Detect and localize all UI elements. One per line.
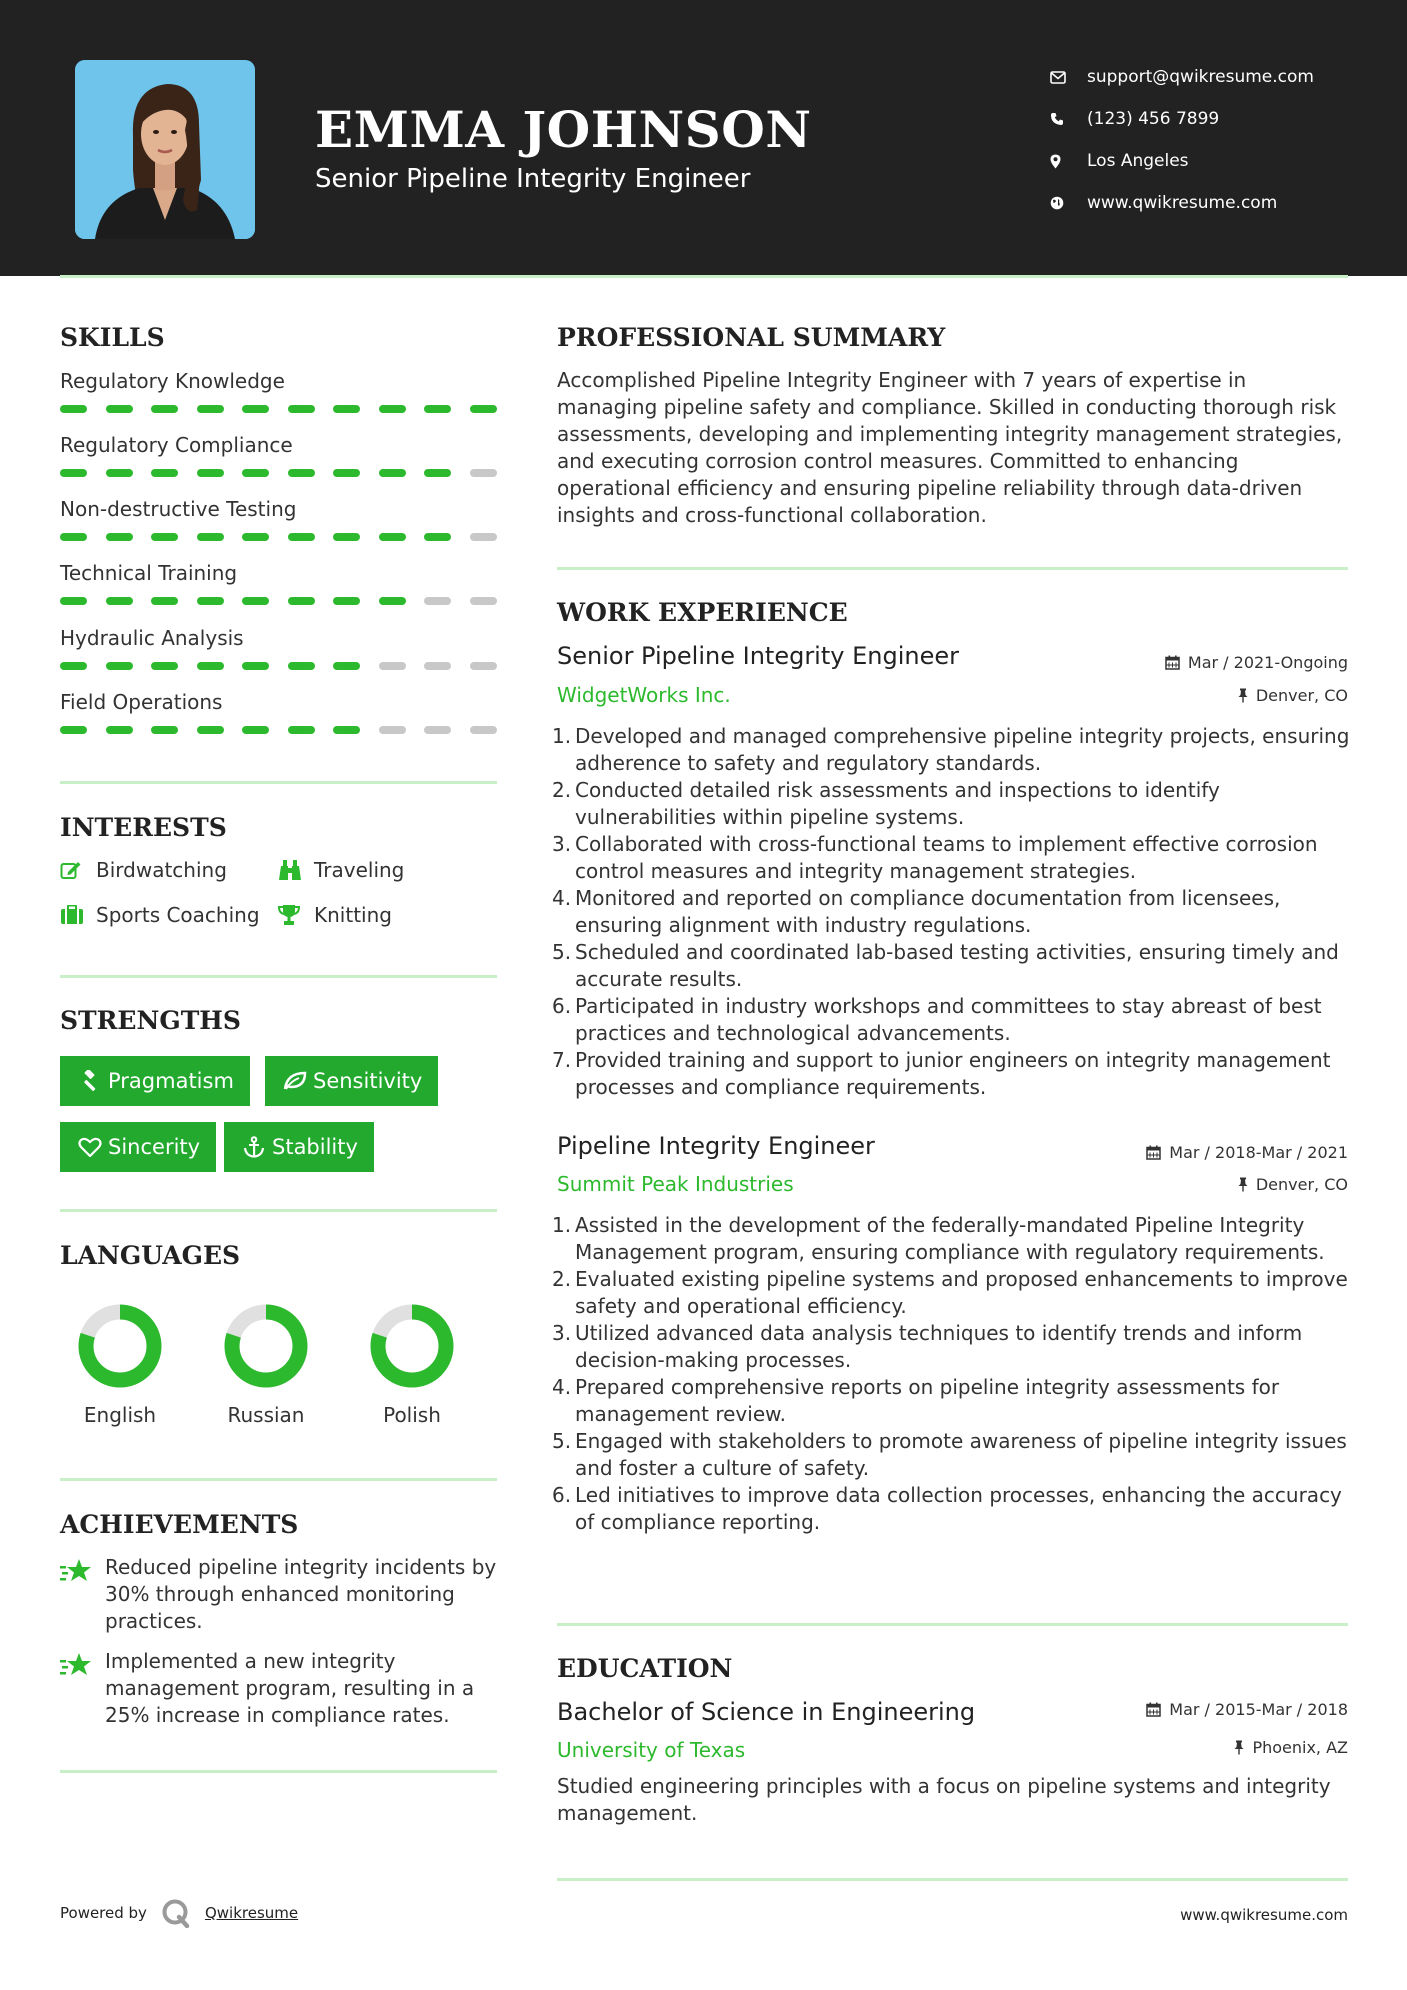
resume-header [0, 0, 1407, 276]
interest-label: Sports Coaching [96, 903, 260, 927]
achievement-text: Reduced pipeline integrity incidents by 30% through enhanced monitoring practices. [105, 1555, 497, 1633]
skill-dash-filled [151, 726, 178, 734]
company-name: Summit Peak Industries [557, 1172, 794, 1196]
job-bullet: 4. Monitored and reported on compliance documentation from licensees, ensuring alignment with industry regulations. [552, 886, 1281, 937]
interest-item [278, 903, 392, 927]
strength-tag [60, 1056, 250, 1106]
skill-dash-filled [333, 726, 360, 734]
skill-dash-filled [151, 662, 178, 670]
skill-item [60, 561, 500, 605]
skill-dash-filled [151, 405, 178, 413]
pushpin-icon [1234, 1740, 1244, 1755]
job-bullet: 5. Scheduled and coordinated lab-based testing activities, ensuring timely and accurate results. [552, 940, 1339, 991]
star-award-icon [60, 1554, 105, 1635]
contact-email-text: support@qwikresume.com [1087, 67, 1314, 87]
skill-dash-filled [242, 405, 269, 413]
map-pin-icon [1050, 154, 1087, 169]
skill-dash-filled [288, 662, 315, 670]
job-bullet: 4. Prepared comprehensive reports on pipeline integrity assessments for management review. [552, 1375, 1280, 1426]
achievement-item [60, 1554, 500, 1635]
section-divider [60, 1209, 497, 1212]
job-date-text: Mar / 2021-Ongoing [1187, 653, 1348, 672]
job-bullet: 7. Provided training and support to junior engineers on integrity management processes and compliance requirements. [552, 1048, 1331, 1099]
job-bullet-list [552, 1212, 1352, 1536]
skill-dash-filled [106, 726, 133, 734]
skill-dash-filled [197, 597, 224, 605]
skill-item [60, 369, 500, 413]
summary-title: PROFESSIONAL SUMMARY [557, 323, 946, 352]
skill-dash-filled [242, 469, 269, 477]
job-location [1238, 686, 1348, 705]
language-item [206, 1303, 326, 1427]
gavel-icon [72, 1070, 108, 1092]
job-bullet: 5. Engaged with stakeholders to promote awareness of pipeline integrity issues and foster a culture of safety. [552, 1429, 1347, 1480]
job-title: Senior Pipeline Integrity Engineer [557, 642, 959, 670]
interest-label: Birdwatching [96, 858, 227, 882]
languages-title: LANGUAGES [60, 1241, 241, 1270]
skill-name: Hydraulic Analysis [60, 626, 244, 650]
skill-dash-filled [151, 597, 178, 605]
skill-dash-empty [470, 597, 497, 605]
job-date [1165, 653, 1348, 672]
skill-dash-empty [379, 662, 406, 670]
star-award-icon [60, 1648, 105, 1729]
interest-item [60, 903, 260, 927]
language-name: English [83, 1403, 157, 1427]
skill-dash-filled [151, 469, 178, 477]
interests-title: INTERESTS [60, 813, 227, 842]
profile-photo-image [75, 60, 255, 239]
skill-dash-filled [197, 405, 224, 413]
skill-dash-filled [106, 597, 133, 605]
pushpin-icon [1238, 688, 1248, 703]
contact-location-text: Los Angeles [1087, 151, 1189, 171]
job-location [1238, 1175, 1348, 1194]
skill-dash-filled [197, 533, 224, 541]
skill-name: Regulatory Knowledge [60, 369, 285, 393]
skill-dash-filled [60, 405, 87, 413]
education-description: Studied engineering principles with a focus on pipeline systems and integrity management. [557, 1774, 1331, 1825]
contact-website-text: www.qwikresume.com [1087, 193, 1278, 213]
candidate-title: Senior Pipeline Integrity Engineer [315, 164, 751, 194]
globe-icon [1050, 196, 1087, 210]
contact-phone-text: (123) 456 7899 [1087, 109, 1220, 129]
skill-dash-filled [242, 662, 269, 670]
skill-dash-filled [379, 533, 406, 541]
job-location-text: Denver, CO [1255, 686, 1348, 705]
skill-dash-filled [288, 726, 315, 734]
skill-dash-empty [470, 533, 497, 541]
education-date [1146, 1700, 1348, 1719]
job-bullet: 6. Participated in industry workshops and committees to stay abreast of best practices and technological advancements. [552, 994, 1322, 1045]
education-location-text: Phoenix, AZ [1252, 1738, 1348, 1757]
pushpin-icon [1238, 1177, 1248, 1192]
brand-link[interactable]: Qwikresume [204, 1904, 299, 1922]
job-bullet: 6. Led initiatives to improve data collection processes, enhancing the accuracy of compliance reporting. [552, 1483, 1342, 1534]
contact-phone[interactable] [1050, 98, 1314, 140]
education-location [1234, 1738, 1348, 1757]
section-divider [60, 1478, 497, 1481]
summary-text: Accomplished Pipeline Integrity Engineer with 7 years of expertise in managing pipeline safety and compliance. Skilled in conducting thorough risk assessments, developing and implementing integrity management strategies, and executing corrosion control measures. Committed to enhancing operational efficiency and ensuring pipeline reliability through data-driven insights and cross-functional collaboration. [557, 368, 1343, 527]
skill-dash-filled [106, 533, 133, 541]
language-item [352, 1303, 472, 1427]
anchor-icon [236, 1136, 272, 1158]
experience-title: WORK EXPERIENCE [557, 598, 848, 627]
interest-item [60, 858, 227, 882]
skill-dash-filled [151, 533, 178, 541]
skill-level-bar [60, 405, 500, 413]
skill-dash-filled [60, 662, 87, 670]
achievements-title: ACHIEVEMENTS [60, 1510, 299, 1539]
skill-dash-filled [379, 597, 406, 605]
skill-dash-empty [424, 726, 451, 734]
skill-dash-filled [333, 662, 360, 670]
skill-dash-filled [424, 469, 451, 477]
skill-level-bar [60, 469, 500, 477]
strength-label: Sensitivity [313, 1069, 423, 1093]
skill-dash-filled [379, 469, 406, 477]
section-divider [60, 781, 497, 784]
skill-dash-filled [197, 469, 224, 477]
strength-tag [265, 1056, 438, 1106]
language-level-ring [369, 1303, 455, 1389]
job-bullet: 3. Collaborated with cross-functional teams to implement effective corrosion control measures and integrity management strategies. [552, 832, 1318, 883]
job-bullet: 3. Utilized advanced data analysis techniques to identify trends and inform decision-making processes. [552, 1321, 1303, 1372]
interest-label: Traveling [314, 858, 405, 882]
skill-dash-filled [333, 597, 360, 605]
skill-name: Technical Training [60, 561, 238, 585]
language-item [60, 1303, 180, 1427]
degree-title: Bachelor of Science in Engineering [557, 1698, 976, 1726]
header-divider [60, 275, 1348, 278]
skill-item [60, 626, 500, 670]
leaf-icon [277, 1071, 313, 1091]
job-bullet: 2. Evaluated existing pipeline systems and proposed enhancements to improve safety and operational efficiency. [552, 1267, 1348, 1318]
section-divider [557, 1878, 1348, 1881]
skill-dash-empty [470, 469, 497, 477]
education-title: EDUCATION [557, 1654, 733, 1683]
skills-title: SKILLS [60, 323, 165, 352]
interest-label: Knitting [314, 903, 392, 927]
skill-dash-filled [424, 405, 451, 413]
job-bullet: 1. Assisted in the development of the federally-mandated Pipeline Integrity Management program, ensuring compliance with regulatory requirements. [552, 1213, 1325, 1264]
language-name: Russian [227, 1403, 305, 1427]
pencil-square-icon [60, 860, 96, 880]
skill-dash-filled [424, 533, 451, 541]
job-date [1146, 1143, 1348, 1162]
qwikresume-logo-icon [161, 1898, 191, 1928]
skill-dash-filled [288, 533, 315, 541]
skill-dash-filled [288, 597, 315, 605]
skill-dash-filled [197, 662, 224, 670]
envelope-icon [1050, 71, 1087, 84]
skill-level-bar [60, 662, 500, 670]
contact-list [1050, 56, 1314, 224]
strength-label: Pragmatism [108, 1069, 234, 1093]
skill-name: Regulatory Compliance [60, 433, 293, 457]
education-date-text: Mar / 2015-Mar / 2018 [1169, 1700, 1348, 1719]
skill-dash-filled [60, 726, 87, 734]
skill-item [60, 433, 500, 477]
school-name: University of Texas [557, 1738, 746, 1762]
strengths-title: STRENGTHS [60, 1006, 241, 1035]
contact-website[interactable] [1050, 182, 1314, 224]
skill-dash-filled [333, 533, 360, 541]
footer-url[interactable]: www.qwikresume.com [1180, 1906, 1348, 1924]
strength-label: Stability [272, 1135, 358, 1159]
job-bullet-list [552, 723, 1352, 1101]
section-divider [60, 1770, 497, 1773]
trophy-icon [278, 904, 314, 926]
achievement-text: Implemented a new integrity management program, resulting in a 25% increase in compliance rates. [105, 1649, 475, 1727]
powered-by-text: Powered by [60, 1904, 147, 1922]
skill-dash-filled [242, 726, 269, 734]
skill-dash-filled [379, 405, 406, 413]
contact-location [1050, 140, 1314, 182]
skill-level-bar [60, 597, 500, 605]
strength-tag [60, 1122, 216, 1172]
skill-dash-empty [424, 662, 451, 670]
skill-dash-filled [242, 597, 269, 605]
skill-dash-filled [106, 405, 133, 413]
skill-dash-filled [288, 469, 315, 477]
skill-dash-filled [106, 662, 133, 670]
phone-icon [1050, 112, 1087, 126]
skill-dash-empty [379, 726, 406, 734]
job-title: Pipeline Integrity Engineer [557, 1132, 875, 1160]
skill-dash-filled [333, 469, 360, 477]
skill-dash-filled [197, 726, 224, 734]
section-divider [60, 975, 497, 978]
contact-email[interactable] [1050, 56, 1314, 98]
skill-dash-empty [424, 597, 451, 605]
calendar-icon [1146, 1145, 1161, 1160]
job-date-text: Mar / 2018-Mar / 2021 [1169, 1143, 1348, 1162]
skill-name: Field Operations [60, 690, 223, 714]
skill-dash-filled [60, 533, 87, 541]
company-name: WidgetWorks Inc. [557, 683, 731, 707]
heart-icon [72, 1137, 108, 1157]
language-name: Polish [383, 1403, 441, 1427]
language-level-ring [223, 1303, 309, 1389]
skill-name: Non-destructive Testing [60, 497, 297, 521]
skill-item [60, 690, 500, 734]
calendar-icon [1146, 1702, 1161, 1717]
job-bullet: 1. Developed and managed comprehensive pipeline integrity projects, ensuring adherence to safety and regulatory standards. [552, 724, 1350, 775]
footer-powered-by [60, 1898, 298, 1928]
language-level-ring [77, 1303, 163, 1389]
skill-level-bar [60, 726, 500, 734]
job-bullet: 2. Conducted detailed risk assessments and inspections to identify vulnerabilities within pipeline systems. [552, 778, 1220, 829]
job-location-text: Denver, CO [1255, 1175, 1348, 1194]
skill-dash-filled [288, 405, 315, 413]
briefcase-icon [60, 905, 96, 925]
skill-dash-filled [60, 469, 87, 477]
section-divider [557, 567, 1348, 570]
skill-dash-empty [470, 726, 497, 734]
section-divider [557, 1623, 1348, 1626]
skill-item [60, 497, 500, 541]
achievement-item [60, 1648, 500, 1729]
skill-dash-empty [470, 662, 497, 670]
skill-level-bar [60, 533, 500, 541]
calendar-icon [1165, 655, 1180, 670]
skill-dash-filled [470, 405, 497, 413]
skill-dash-filled [242, 533, 269, 541]
skill-dash-filled [106, 469, 133, 477]
binoculars-icon [278, 859, 314, 881]
skill-dash-filled [333, 405, 360, 413]
interest-item [278, 858, 404, 882]
profile-photo [75, 60, 255, 239]
candidate-name: EMMA JOHNSON [315, 100, 812, 159]
strength-label: Sincerity [108, 1135, 201, 1159]
strength-tag [224, 1122, 374, 1172]
skill-dash-filled [60, 597, 87, 605]
